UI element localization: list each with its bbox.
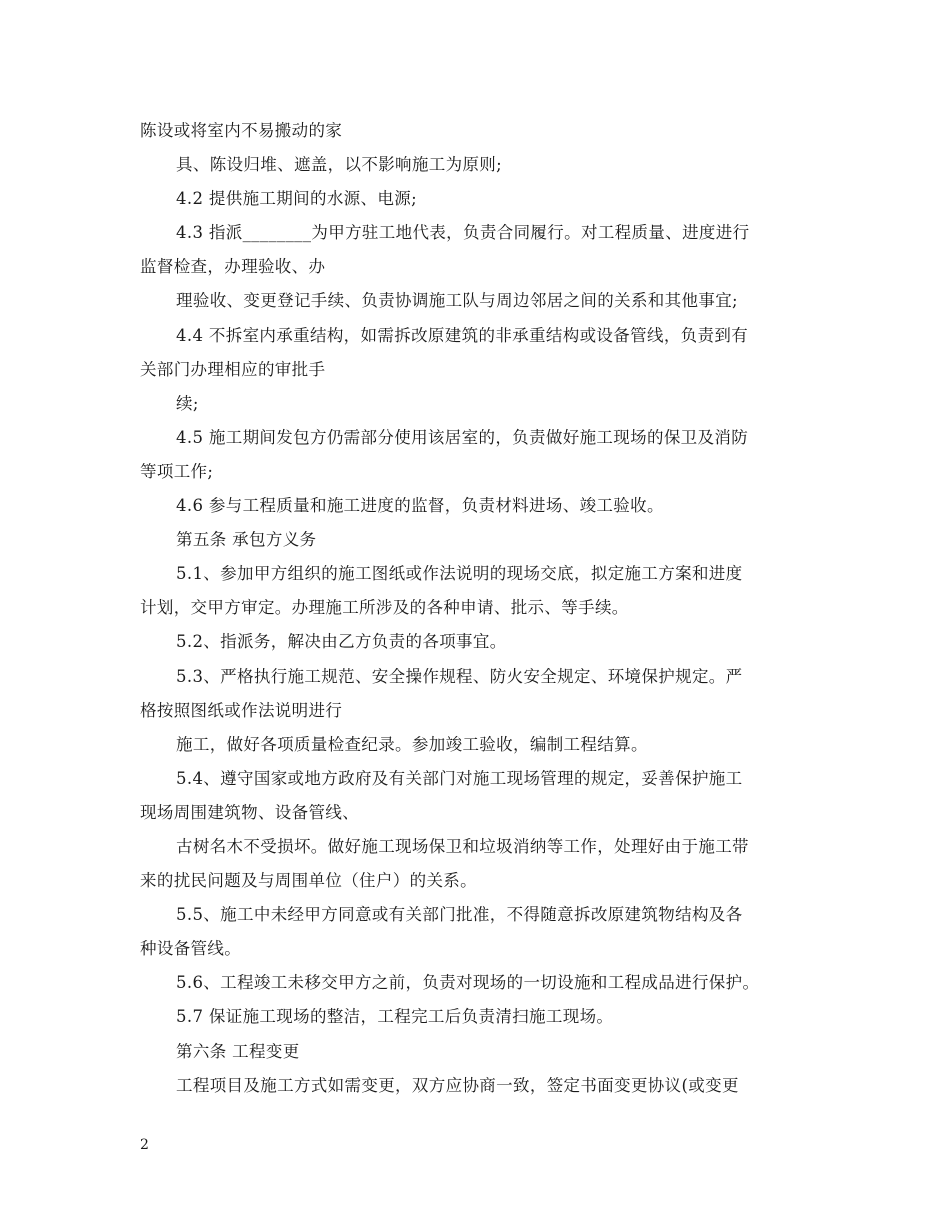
text-line: 现场周围建筑物、设备管线、 — [140, 802, 360, 822]
text-line: 5.1、参加甲方组织的施工图纸或作法说明的现场交底，拟定施工方案和进度 — [176, 564, 743, 584]
text-line: 计划，交甲方审定。办理施工所涉及的各种申请、批示、等手续。 — [140, 598, 629, 618]
body-text — [140, 114, 820, 1103]
text-line: 古树名木不受损坏。做好施工现场保卫和垃圾消纳等工作，处理好由于施工带 — [176, 836, 749, 856]
text-line: 等项工作; — [140, 461, 214, 481]
text-line: 5.7 保证施工现场的整洁，工程完工后负责清扫施工现场。 — [176, 1007, 614, 1027]
text-line: 工程项目及施工方式如需变更，双方应协商一致，签定书面变更协议(或变更 — [176, 1075, 739, 1095]
text-line: 种设备管线。 — [140, 939, 242, 959]
text-line: 施工，做好各项质量检查纪录。参加竣工验收，编制工程结算。 — [176, 734, 648, 754]
text-line: 4.4 不拆室内承重结构，如需拆改原建筑的非承重结构或设备管线，负责到有 — [176, 325, 749, 345]
text-line: 4.6 参与工程质量和施工进度的监督，负责材料进场、竣工验收。 — [176, 496, 664, 516]
text-line: 关部门办理相应的审批手 — [140, 359, 326, 379]
text-line: 4.3 指派________为甲方驻工地代表，负责合同履行。对工程质量、进度进行 — [176, 223, 750, 243]
text-line: 理验收、变更登记手续、负责协调施工队与周边邻居之间的关系和其他事宜; — [176, 291, 738, 311]
text-line: 5.4、遵守国家或地方政府及有关部门对施工现场管理的规定，妥善保护施工 — [176, 768, 743, 788]
text-line: 5.3、严格执行施工规范、安全操作规程、防火安全规定、环境保护规定。严 — [176, 666, 743, 686]
text-line: 4.5 施工期间发包方仍需部分使用该居室的，负责做好施工现场的保卫及消防 — [176, 427, 749, 447]
text-line: 具、陈设归堆、遮盖，以不影响施工为原则; — [176, 155, 503, 175]
text-line: 5.2、指派务，解决由乙方负责的各项事宜。 — [176, 632, 507, 652]
section-heading: 第五条 承包方义务 — [176, 530, 317, 550]
text-line: 陈设或将室内不易搬动的家 — [140, 121, 343, 140]
text-line: 5.6、工程竣工未移交甲方之前，负责对现场的一切设施和工程成品进行保护。 — [176, 973, 760, 993]
text-line: 续; — [176, 393, 199, 413]
text-line: 格按照图纸或作法说明进行 — [140, 700, 343, 720]
text-line: 监督检查，办理验收、办 — [140, 257, 326, 277]
text-line: 5.5、施工中未经甲方同意或有关部门批准，不得随意拆改原建筑物结构及各 — [176, 905, 743, 925]
text-line: 来的扰民问题及与周围单位（住户）的关系。 — [140, 871, 477, 891]
page-number: 2 — [140, 1137, 149, 1153]
text-line: 4.2 提供施工期间的水源、电源; — [176, 189, 417, 209]
section-heading: 第六条 工程变更 — [176, 1041, 300, 1061]
